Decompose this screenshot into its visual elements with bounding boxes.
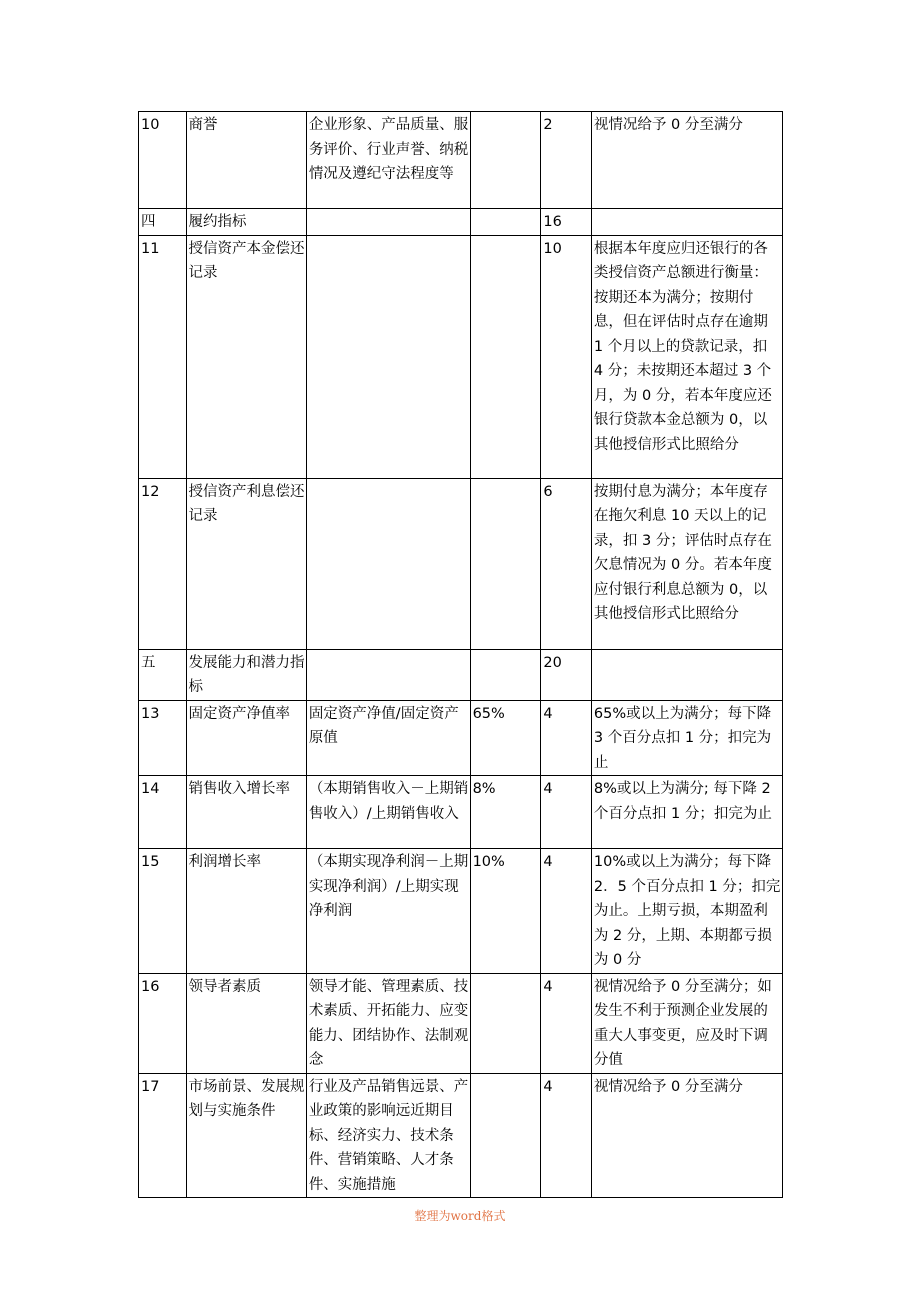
cell-score: 4: [541, 973, 592, 1073]
cell-score: 20: [541, 649, 592, 700]
cell-standard: 65%: [470, 700, 541, 776]
cell-calc: 企业形象、产品质量、服务评价、行业声誉、纳税情况及遵纪守法程度等: [306, 112, 470, 209]
cell-calc: （本期实现净利润－上期实现净利润）/上期实现净利润: [306, 849, 470, 974]
table-row: [139, 849, 783, 974]
table-row: [139, 776, 783, 849]
cell-rule: [591, 649, 782, 700]
cell-score: 4: [541, 776, 592, 849]
table-row: [139, 973, 783, 1073]
cell-rule: 65%或以上为满分；每下降 3 个百分点扣 1 分；扣完为止: [591, 700, 782, 776]
cell-standard: [470, 235, 541, 478]
cell-name: 发展能力和潜力指标: [186, 649, 306, 700]
cell-name: 履约指标: [186, 209, 306, 236]
cell-no: 14: [139, 776, 187, 849]
cell-score: 10: [541, 235, 592, 478]
footer-note: 整理为word格式: [414, 1209, 506, 1223]
cell-standard: [470, 209, 541, 236]
table-row: [139, 649, 783, 700]
cell-name: 销售收入增长率: [186, 776, 306, 849]
cell-no: 16: [139, 973, 187, 1073]
cell-no: 四: [139, 209, 187, 236]
cell-standard: [470, 478, 541, 649]
cell-calc: [306, 235, 470, 478]
cell-no: 11: [139, 235, 187, 478]
cell-standard: [470, 112, 541, 209]
table-row: [139, 1073, 783, 1198]
cell-standard: 8%: [470, 776, 541, 849]
cell-standard: [470, 973, 541, 1073]
cell-rule: 视情况给予 0 分至满分；如发生不利于预测企业发展的重大人事变更，应及时下调分值: [591, 973, 782, 1073]
cell-name: 领导者素质: [186, 973, 306, 1073]
cell-calc: （本期销售收入－上期销售收入）/上期销售收入: [306, 776, 470, 849]
cell-standard: 10%: [470, 849, 541, 974]
table-row: [139, 700, 783, 776]
cell-no: 15: [139, 849, 187, 974]
cell-name: 固定资产净值率: [186, 700, 306, 776]
cell-score: 2: [541, 112, 592, 209]
cell-no: 13: [139, 700, 187, 776]
cell-standard: [470, 649, 541, 700]
table-row: [139, 235, 783, 478]
scoring-table: [138, 111, 783, 1198]
cell-score: 6: [541, 478, 592, 649]
cell-rule: 视情况给予 0 分至满分: [591, 1073, 782, 1198]
cell-no: 12: [139, 478, 187, 649]
cell-no: 17: [139, 1073, 187, 1198]
table-row: [139, 209, 783, 236]
cell-no: 五: [139, 649, 187, 700]
cell-name: 商誉: [186, 112, 306, 209]
cell-calc: [306, 649, 470, 700]
table-row: [139, 112, 783, 209]
cell-score: 4: [541, 849, 592, 974]
cell-name: 授信资产利息偿还记录: [186, 478, 306, 649]
cell-score: 4: [541, 1073, 592, 1198]
cell-standard: [470, 1073, 541, 1198]
cell-name: 授信资产本金偿还记录: [186, 235, 306, 478]
cell-score: 4: [541, 700, 592, 776]
cell-rule: 按期付息为满分；本年度存在拖欠利息 10 天以上的记录，扣 3 分；评估时点存在欠息情况为 0 分。若本年度应付银行利息总额为 0，以其他授信形式比照给分: [591, 478, 782, 649]
cell-rule: 根据本年度应归还银行的各类授信资产总额进行衡量：按期还本为满分；按期付息，但在评估时点存在逾期 1 个月以上的贷款记录，扣 4 分；未按期还本超过 3 个月，为 0 分，若本年度应还银行贷款本金总额为 0，以其他授信形式比照给分: [591, 235, 782, 478]
cell-score: 16: [541, 209, 592, 236]
cell-rule: [591, 209, 782, 236]
cell-calc: [306, 209, 470, 236]
cell-rule: 8%或以上为满分; 每下降 2 个百分点扣 1 分；扣完为止: [591, 776, 782, 849]
cell-name: 利润增长率: [186, 849, 306, 974]
cell-calc: 行业及产品销售远景、产业政策的影响远近期目标、经济实力、技术条件、营销策略、人才条件、实施措施: [306, 1073, 470, 1198]
cell-calc: 固定资产净值/固定资产原值: [306, 700, 470, 776]
cell-name: 市场前景、发展规划与实施条件: [186, 1073, 306, 1198]
cell-rule: 10%或以上为满分；每下降 2．5 个百分点扣 1 分；扣完为止。上期亏损，本期盈利为 2 分，上期、本期都亏损为 0 分: [591, 849, 782, 974]
cell-calc: [306, 478, 470, 649]
cell-calc: 领导才能、管理素质、技术素质、开拓能力、应变能力、团结协作、法制观念: [306, 973, 470, 1073]
table-row: [139, 478, 783, 649]
cell-no: 10: [139, 112, 187, 209]
cell-rule: 视情况给予 0 分至满分: [591, 112, 782, 209]
